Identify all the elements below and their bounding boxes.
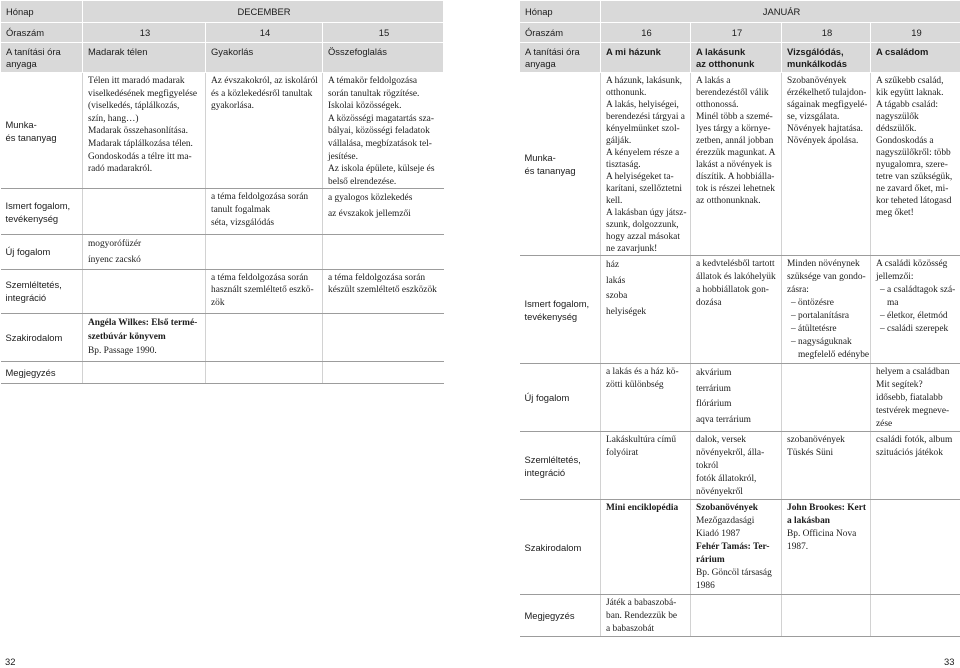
text-line: gyakorlása. (211, 101, 254, 112)
text-line: kik együtt laknak. (876, 88, 944, 98)
text-line: tisztaság. (606, 160, 641, 170)
text-line: John Brookes: Kert (787, 503, 866, 513)
cell-16-work-material (601, 73, 691, 256)
work-material-row (1, 73, 444, 189)
lesson-number-18: 18 (782, 23, 871, 43)
text-line: Minél több a szemé- (696, 112, 773, 122)
text-line: tokról (696, 461, 719, 471)
text-line: zése (876, 419, 893, 429)
cell-18-notes (782, 595, 871, 637)
text-line: a kedvtelésből tartott (696, 259, 775, 269)
text-line: helyem a családban (876, 367, 950, 377)
label-line: és tananyag (5, 131, 57, 143)
text-line: – életkor, életmód (880, 311, 948, 321)
row-label-new-concept (520, 364, 601, 432)
text-line: – nagyságuknak (791, 337, 852, 347)
row-label-work-material (520, 73, 601, 256)
text-line: a lakás és a ház kö- (606, 367, 679, 377)
text-line: berendezési tárgyai a (606, 112, 685, 122)
cell-17-work-material (691, 73, 782, 256)
text-line: a téma feldolgozása során (211, 272, 309, 283)
text-line: A tágabb család: (876, 100, 938, 110)
text-line: viselkedésének megfigyelése (88, 88, 198, 99)
notes-row (1, 361, 444, 383)
text-line: a hobbiállatok gon- (696, 285, 769, 295)
text-line: zásra: (787, 285, 809, 295)
text-line: családi fotók, album (876, 435, 953, 445)
known-concept-row (520, 256, 960, 364)
text-line: Gondoskodás a télre itt ma- (88, 151, 192, 162)
cell-19-notes (871, 595, 960, 637)
row-label-illustration (1, 269, 83, 313)
text-line: tanult fogalmak (211, 205, 271, 216)
text-line: terrárium (696, 383, 731, 394)
cell-16-illustration (601, 432, 691, 500)
topic-heading-18 (782, 43, 871, 73)
text-line: Bp. Passage 1990. (88, 345, 157, 356)
row-label-known-concept (520, 256, 601, 364)
text-line: vállalása, megbízatások tel- (328, 138, 432, 149)
topic-row (1, 43, 444, 73)
illustration-row (1, 269, 444, 313)
text-line: testvérek megneve- (876, 406, 950, 416)
text-line: Iskolai közösségek. (328, 101, 402, 112)
cell-13-new-concept (83, 235, 206, 269)
text-line: Az iskola épülete, külseje és (328, 164, 435, 175)
text-line: lyes tárgy a környe- (696, 124, 771, 134)
topic-heading-17 (691, 43, 782, 73)
text-line: helyiségek (606, 306, 647, 317)
cell-18-work-material (782, 73, 871, 256)
label-line: Munka- (524, 152, 556, 163)
text-line: A közösségi magatartás sza- (328, 113, 434, 124)
text-line: az évszakok jellemzői (328, 208, 411, 219)
cell-14-known-concept (206, 189, 323, 235)
label-line: A családom (876, 46, 929, 57)
cell-13-notes (83, 361, 206, 383)
text-line: akvárium (696, 368, 732, 378)
cell-15-known-concept (323, 189, 444, 235)
text-line: A lakás, helyiségei, (606, 100, 679, 110)
text-line: szín, hang…) (88, 113, 139, 124)
text-line: otthonossá. (696, 100, 739, 110)
text-line: A lakásban úgy játsz- (606, 208, 687, 218)
text-line: zök (211, 297, 225, 308)
illustration-row (520, 432, 960, 500)
cell-17-literature (691, 500, 782, 595)
month-row (1, 1, 444, 23)
topic-label (520, 43, 601, 73)
lesson-number-15: 15 (323, 23, 444, 43)
lesson-number-19: 19 (871, 23, 960, 43)
text-line: Szobanövények (787, 76, 847, 86)
label-line: A lakásunk (696, 46, 746, 57)
lesson-number-row (1, 23, 444, 43)
cell-16-known-concept (601, 256, 691, 364)
label-line: Munka- (5, 118, 37, 130)
cell-15-notes (323, 361, 444, 383)
text-line: a gyalogos közlekedés (328, 193, 413, 204)
text-line: Szobanövények (696, 503, 758, 513)
label-line: munkálkodás (787, 58, 847, 69)
label-line: Új fogalom (524, 392, 570, 403)
text-line: Növények ápolása. (787, 136, 859, 146)
cell-15-new-concept (323, 235, 444, 269)
label-line: Vizsgálódás, (787, 46, 844, 57)
lesson-number-label: Óraszám (520, 23, 601, 43)
text-line: idősebb, fiatalabb (876, 393, 943, 403)
lesson-number-13: 13 (83, 23, 206, 43)
label-line: Szemléltetés, (5, 279, 62, 291)
text-line: – portalanításra (791, 311, 850, 321)
text-line: jellemzői: (876, 272, 914, 282)
text-line: 1986 (696, 581, 715, 591)
text-line: Mezőgazdasági (696, 516, 755, 526)
text-line: kor teheted látogasd (876, 196, 952, 206)
label-line: integráció (5, 292, 47, 304)
label-line: Ismert fogalom, (524, 297, 590, 309)
month-name: DECEMBER (83, 1, 444, 23)
text-line: dozása (696, 298, 722, 308)
notes-row (520, 595, 960, 637)
text-line: lakást a növények is (696, 160, 772, 170)
cell-16-new-concept (601, 364, 691, 432)
cell-19-known-concept (871, 256, 960, 364)
text-line: Mit segítek? (876, 380, 923, 390)
text-line: állatok és lakóhelyük (696, 272, 776, 282)
text-line: fotók állatokról, (696, 474, 757, 484)
text-line: Bp. Officina Nova (787, 529, 857, 539)
text-line: készült szemléltető eszközök (328, 285, 437, 296)
text-line: Játék a babaszobá- (606, 598, 677, 608)
text-line: jesítése. (328, 151, 358, 162)
january-lesson-plan-table (519, 0, 960, 637)
text-line: séta, vizsgálódás (211, 218, 275, 229)
text-line: szituációs játékok (876, 448, 943, 458)
new-concept-row (1, 235, 444, 269)
text-line: szunk, dolgozzunk, (606, 220, 679, 230)
label-line: Összefoglalás (328, 46, 387, 57)
cell-14-new-concept (206, 235, 323, 269)
topic-heading-13 (83, 43, 206, 73)
text-line: érezzük magunkat. A (696, 148, 776, 158)
december-lesson-plan-table (0, 0, 444, 384)
text-line: – átültetésre (791, 324, 837, 334)
label-line: anyaga (525, 58, 556, 69)
text-line: a téma feldolgozása során (211, 192, 309, 203)
cell-18-illustration (782, 432, 871, 500)
topic-heading-16 (601, 43, 691, 73)
text-line: kell. (606, 196, 623, 206)
label-line: az otthonunk (696, 58, 755, 69)
lesson-number-14: 14 (206, 23, 323, 43)
work-material-row (520, 73, 960, 256)
cell-16-notes (601, 595, 691, 637)
label-line: A mi házunk (606, 46, 661, 57)
text-line: lakás (606, 275, 626, 286)
cell-19-illustration (871, 432, 960, 500)
text-line: zötti különbség (606, 380, 664, 390)
text-line: nyugalomra, szere- (876, 160, 948, 170)
label-line: Megjegyzés (5, 366, 56, 378)
new-concept-row (520, 364, 960, 432)
lesson-number-16: 16 (601, 23, 691, 43)
text-line: hogy azzal másokat (606, 232, 680, 242)
text-line: ne zavarjunk! (606, 244, 658, 254)
row-label-work-material (1, 73, 83, 189)
cell-15-work-material (323, 73, 444, 189)
label-line: Szakirodalom (524, 541, 582, 553)
text-line: Növények hajtatása. (787, 124, 864, 134)
cell-14-illustration (206, 269, 323, 313)
literature-row (1, 313, 444, 361)
label-line: A tanítási óra (525, 46, 580, 57)
text-line: során tanultak rögzítése. (328, 88, 420, 99)
cell-15-illustration (323, 269, 444, 313)
text-line: gálják. (606, 136, 632, 146)
cell-17-known-concept (691, 256, 782, 364)
cell-14-notes (206, 361, 323, 383)
text-line: Gondoskodás a (876, 136, 934, 146)
text-line: tetre van szükségük, (876, 172, 953, 182)
text-line: Bp. Göncöl társaság (696, 568, 772, 578)
text-line: az otthonunknak. (696, 196, 761, 206)
text-line: dédszülők. (876, 124, 917, 134)
text-line: Az évszakokról, az iskoláról (211, 76, 318, 86)
text-line: ban. Rendezzük be (606, 611, 678, 621)
lesson-number-row (520, 23, 960, 43)
text-line: mogyorófüzér (88, 239, 142, 250)
text-line: dalok, versek (696, 435, 746, 445)
text-line: A szűkebb család, (876, 76, 944, 86)
text-line: ház (606, 260, 620, 270)
topic-heading-19 (871, 43, 960, 73)
row-label-literature (1, 313, 83, 361)
text-line: karítani, szellőztetni (606, 184, 683, 194)
text-line: érzékelhető tulajdon- (787, 88, 867, 98)
row-label-known-concept (1, 189, 83, 235)
cell-19-work-material (871, 73, 960, 256)
cell-17-illustration (691, 432, 782, 500)
month-label: Hónap (1, 1, 83, 23)
row-label-notes (1, 361, 83, 383)
topic-row (520, 43, 960, 73)
text-line: radó madarakról. (88, 164, 153, 175)
text-line: A családi közösség (876, 259, 948, 269)
text-line: A lakás a (696, 76, 731, 86)
topic-heading-14 (206, 43, 323, 73)
text-line: bályai, közösségi feladatok (328, 126, 430, 137)
cell-13-literature (83, 313, 206, 361)
cell-14-work-material (206, 73, 323, 189)
cell-19-literature (871, 500, 960, 595)
text-line: szüksége van gondo- (787, 272, 866, 282)
page-number-right: 33 (944, 656, 955, 667)
row-label-notes (520, 595, 601, 637)
cell-17-new-concept (691, 364, 782, 432)
text-line: ínyenc zacskó (88, 254, 141, 265)
text-line: folyóirat (606, 448, 639, 458)
text-line: Madarak összehasonlítása. (88, 126, 188, 137)
text-line: aqva terrárium (696, 414, 751, 425)
cell-14-literature (206, 313, 323, 361)
text-line: Télen itt maradó madarak (88, 76, 185, 86)
label-line: Szakirodalom (5, 331, 63, 343)
cell-13-work-material (83, 73, 206, 189)
text-line: szetbúvár könyvem (88, 331, 166, 342)
month-row (520, 1, 960, 23)
cell-17-notes (691, 595, 782, 637)
text-line: A házunk, lakásunk, (606, 76, 683, 86)
row-label-new-concept (1, 235, 83, 269)
text-line: ságainak megfigyelé- (787, 100, 868, 110)
label-line: Madarak télen (88, 46, 148, 57)
cell-16-literature (601, 500, 691, 595)
cell-15-literature (323, 313, 444, 361)
text-line: a babaszobát (606, 624, 655, 634)
row-label-literature (520, 500, 601, 595)
known-concept-row (1, 189, 444, 235)
label-line: Ismert fogalom, (5, 199, 71, 211)
text-line: megfelelő edénybe (798, 350, 870, 360)
cell-19-new-concept (871, 364, 960, 432)
text-line: növényekről, álla- (696, 448, 765, 458)
text-line: meg őket! (876, 208, 914, 218)
text-line: belső elrendezése. (328, 176, 397, 187)
text-line: (viselkedés, táplálkozás, (88, 101, 180, 112)
text-line: ne zavard őket, mi- (876, 184, 949, 194)
label-line: tevékenység (524, 310, 578, 322)
topic-label (1, 43, 83, 73)
text-line: és a közlekedésről tanultak (211, 88, 313, 99)
literature-row (520, 500, 960, 595)
text-line: használt szemléltető eszkö- (211, 285, 314, 296)
cell-18-new-concept (782, 364, 871, 432)
page-number-left: 32 (5, 656, 16, 667)
label-line: tevékenység (5, 212, 59, 224)
text-line: A témakör feldolgozása (328, 76, 418, 86)
text-line: zetben, annál jobban (696, 136, 774, 146)
label-line: Gyakorlás (211, 46, 254, 57)
cell-18-literature (782, 500, 871, 595)
text-line: díszítik. A hobbiálla- (696, 172, 775, 182)
text-line: Tüskés Süni (787, 448, 834, 458)
text-line: a téma feldolgozása során (328, 272, 426, 283)
text-line: nagyszülőkről: több (876, 148, 951, 158)
text-line: tok is részei lehetnek (696, 184, 775, 194)
text-line: rárium (696, 555, 725, 565)
month-name: JANUÁR (601, 1, 960, 23)
text-line: – a családtagok szá- (880, 285, 956, 295)
text-line: A kényelem része a (606, 148, 680, 158)
text-line: Mini enciklopédia (606, 503, 679, 513)
label-line: anyaga (6, 58, 37, 69)
text-line: szobanövények (787, 435, 845, 445)
text-line: otthonunk. (606, 88, 647, 98)
text-line: – öntözésre (791, 298, 834, 308)
text-line: nagyszülők (876, 112, 919, 122)
text-line: flórárium (696, 399, 732, 410)
text-line: – családi szerepek (880, 324, 949, 334)
lesson-number-17: 17 (691, 23, 782, 43)
text-line: Minden növénynek (787, 259, 860, 269)
lesson-number-label: Óraszám (1, 23, 83, 43)
label-line: Új fogalom (5, 246, 51, 258)
text-line: Lakáskultúra című (606, 435, 677, 445)
label-line: Megjegyzés (524, 610, 575, 621)
topic-heading-15 (323, 43, 444, 73)
label-line: és tananyag (524, 165, 576, 176)
cell-13-known-concept (83, 189, 206, 235)
text-line: 1987. (787, 542, 809, 552)
cell-18-known-concept (782, 256, 871, 364)
text-line: kényelmünket szol- (606, 124, 680, 134)
text-line: berendezéstől válik (696, 88, 769, 98)
text-line: se, vizsgálata. (787, 112, 840, 122)
text-line: Kiadó 1987 (696, 529, 741, 539)
text-line: növényekről (696, 487, 743, 497)
label-line: Szemléltetés, (524, 453, 581, 465)
label-line: integráció (524, 466, 566, 478)
text-line: Madarak táplálkozása télen. (88, 138, 193, 149)
text-line: a lakásban (787, 516, 830, 526)
text-line: A helyiségeket ta- (606, 172, 674, 182)
text-line: Fehér Tamás: Ter- (696, 542, 770, 552)
text-line: Angéla Wilkes: Első termé- (88, 317, 198, 328)
cell-13-illustration (83, 269, 206, 313)
text-line: ma (887, 298, 899, 308)
month-label: Hónap (520, 1, 601, 23)
label-line: A tanítási óra (6, 46, 61, 57)
text-line: szoba (606, 291, 628, 302)
row-label-illustration (520, 432, 601, 500)
